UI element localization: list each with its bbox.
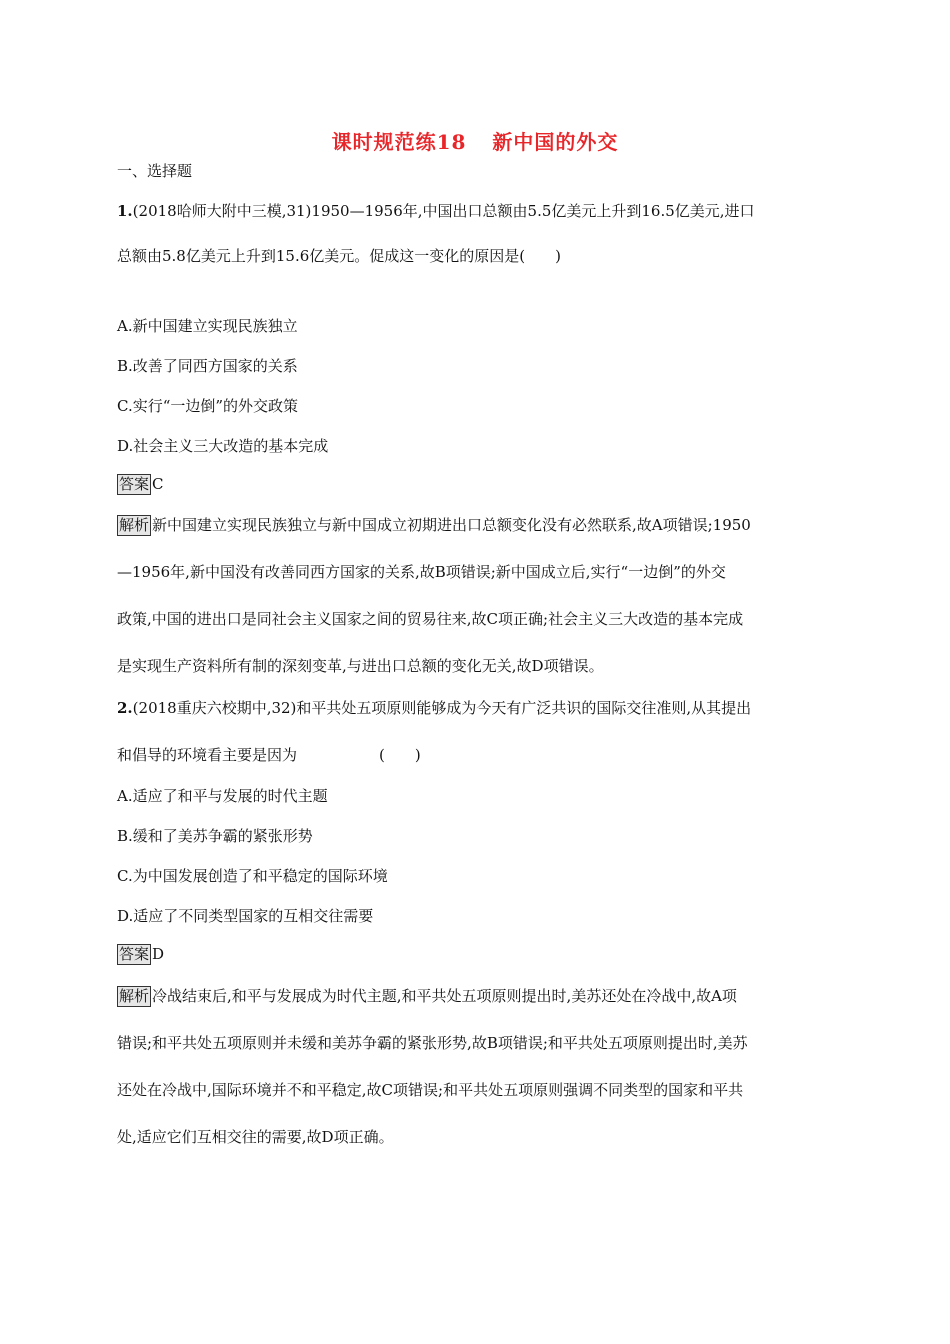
question-1-option-d: D.社会主义三大改造的基本完成 (117, 437, 329, 455)
question-1-answer-value: C (152, 475, 164, 493)
question-1-answer (117, 474, 164, 495)
title-lesson: 课时规范练18 (331, 130, 467, 154)
answer-tag: 答案 (119, 475, 150, 493)
question-1-analysis-line-3: 政策,中国的进出口是同社会主义国家之间的贸易往来,故C项正确;社会主义三大改造的基本完成 (117, 610, 744, 628)
title-topic: 新中国的外交 (492, 130, 619, 154)
question-2-analysis-line-2: 错误;和平共处五项原则并未缓和美苏争霸的紧张形势,故B项错误;和平共处五项原则提出时,美苏 (117, 1034, 748, 1052)
question-2-option-b: B.缓和了美苏争霸的紧张形势 (117, 827, 313, 845)
answer-tag: 答案 (119, 945, 150, 963)
question-1-analysis-line-2: —1956年,新中国没有改善同西方国家的关系,故B项错误;新中国成立后,实行“一边倒”的外交 (117, 563, 726, 581)
question-2-analysis-line-4: 处,适应它们互相交往的需要,故D项正确。 (117, 1128, 394, 1146)
question-1-analysis-text-1: 新中国建立实现民族独立与新中国成立初期进出口总额变化没有必然联系,故A项错误;1950 (152, 516, 751, 534)
section-heading: 一、选择题 (117, 162, 193, 180)
question-2-analysis-line-3: 还处在冷战中,国际环境并不和平稳定,故C项错误;和平共处五项原则强调不同类型的国家和平共 (117, 1081, 744, 1099)
question-2-answer-blank: ( ) (379, 746, 421, 764)
question-1-stem-text-1: (2018哈师大附中三模,31)1950—1956年,中国出口总额由5.5亿美元上升到16.5亿美元,进口 (132, 202, 755, 220)
question-2-stem-text-2: 和倡导的环境看主要是因为 (117, 746, 298, 764)
question-1-stem-line-2: 总额由5.8亿美元上升到15.6亿美元。促成这一变化的原因是( ) (117, 247, 561, 265)
question-2-option-d: D.适应了不同类型国家的互相交往需要 (117, 907, 374, 925)
question-2-answer (117, 944, 164, 965)
question-1-analysis-line-1 (117, 514, 751, 536)
page-title (0, 126, 950, 155)
question-2-answer-value: D (152, 945, 165, 963)
question-1-option-b: B.改善了同西方国家的关系 (117, 357, 298, 375)
question-2-option-c: C.为中国发展创造了和平稳定的国际环境 (117, 867, 388, 885)
question-1-number: 1. (117, 202, 133, 220)
question-2-stem-line-2 (117, 744, 421, 765)
question-2-analysis-line-1 (117, 985, 737, 1007)
analysis-tag: 解析 (119, 516, 150, 534)
analysis-tag: 解析 (119, 987, 150, 1005)
question-2-stem-text-1: (2018重庆六校期中,32)和平共处五项原则能够成为今天有广泛共识的国际交往准则,从其提出 (132, 699, 752, 717)
question-1-option-a: A.新中国建立实现民族独立 (117, 317, 298, 335)
question-1-analysis-line-4: 是实现生产资料所有制的深刻变革,与进出口总额的变化无关,故D项错误。 (117, 657, 604, 675)
question-2-number: 2. (117, 699, 133, 717)
question-1-option-c: C.实行“一边倒”的外交政策 (117, 397, 299, 415)
question-2-stem-line-1 (117, 697, 751, 718)
question-2-option-a: A.适应了和平与发展的时代主题 (117, 787, 328, 805)
question-2-analysis-text-1: 冷战结束后,和平与发展成为时代主题,和平共处五项原则提出时,美苏还处在冷战中,故A项 (152, 987, 737, 1005)
question-1-stem-line-1 (117, 200, 755, 221)
